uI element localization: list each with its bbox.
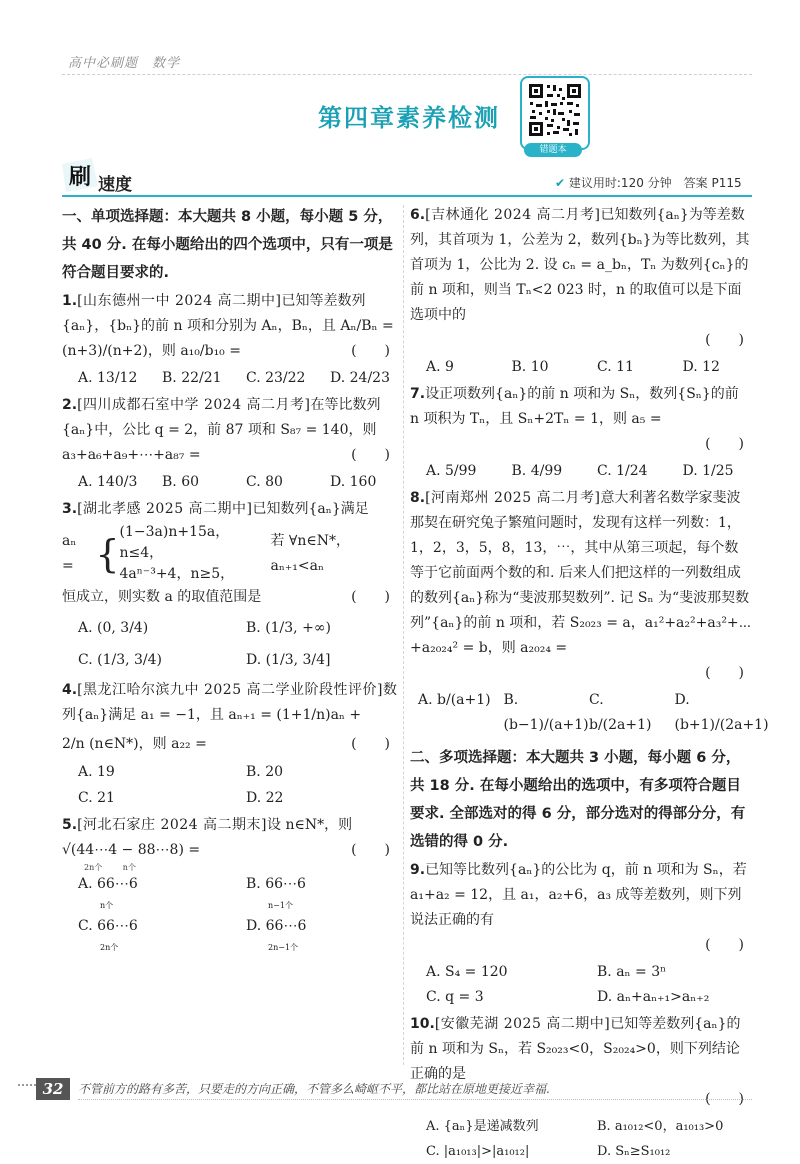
qr-code[interactable]: [520, 76, 590, 150]
q5-text1: 设 n∈N*，则: [267, 817, 353, 833]
qr-code-icon: [527, 82, 583, 138]
q2-option-b: B. 60: [162, 474, 200, 490]
q1-option-c: C. 23/22: [246, 370, 306, 386]
q8-text1: 意大利著名数学家斐波那契在研究兔子繁殖问题时，发现有这样一列数：1，1，2，3，5，8，13，⋯，其中从第三项起，每个数等于它前面两个数的和. 后来人们把这样的一列数组成的数列{aₙ}称为“斐波那契数列”. 记 Sₙ 为“斐波那契数列”{aₙ}的前 n 项和，若 S₂₀₂₃ = a，a₁²+a₂²+a₃²+⋯+a₂₀₂₄² = b，则 a₂₀₂₄ =: [410, 490, 752, 656]
column-divider: [403, 205, 404, 1065]
q8-option-d: D. (b+1)/(2a+1): [674, 692, 769, 733]
q5-option-a: A. 66⋯6 n个: [78, 876, 138, 910]
q5-number: 5.: [62, 817, 78, 833]
q7-option-c: C. 1/24: [597, 463, 648, 479]
check-icon: ✔: [555, 176, 566, 190]
q7-answer-paren: ( ): [705, 436, 744, 452]
q8-answer-paren: ( ): [705, 665, 744, 681]
question-7: [410, 382, 752, 484]
q5-option-b: B. 66⋯6 n−1个: [246, 876, 306, 910]
q5-option-c: C. 66⋯6 2n个: [78, 918, 138, 952]
q7-text1: 设正项数列{aₙ}的前 n 项和为 Sₙ，数列{Sₙ}的前 n 项积为 Tₙ，且 Sₙ+2Tₙ = 1，则 a₅ =: [410, 386, 739, 427]
q3-source: [湖北孝感 2025 高二期中]: [77, 501, 253, 517]
q4-number: 4.: [62, 682, 78, 698]
section-badge: [62, 158, 98, 192]
q2-option-d: D. 160: [330, 474, 377, 490]
qr-caption: 错题本: [524, 143, 582, 157]
q3-number: 3.: [62, 501, 78, 517]
q7-option-a: A. 5/99: [426, 463, 477, 479]
q10-option-c: C. |a₁₀₁₃|>|a₁₀₁₂|: [426, 1144, 530, 1159]
q3-answer-paren: ( ): [351, 589, 390, 605]
chapter-title: 第四章素养检测: [318, 104, 500, 132]
q9-option-d: D. aₙ+aₙ₊₁>aₙ₊₂: [597, 989, 710, 1005]
q4-text2: 2/n (n∈N*)，则 a₂₂ =: [62, 736, 207, 752]
q3-text3: 恒成立，则实数 a 的取值范围是: [62, 589, 262, 605]
footer-decoration: [18, 1084, 36, 1094]
left-column: [62, 203, 398, 958]
book-label: 高中必刷题 数学: [68, 56, 181, 71]
part1-heading: 一、单项选择题：本大题共 8 小题，每小题 5 分，共 40 分. 在每小题给出的四个选项中，只有一项是符合题目要求的.: [62, 209, 393, 281]
question-5: [62, 813, 398, 958]
q6-option-d: D. 12: [682, 359, 720, 375]
q3-option-b: B. (1/3, +∞): [246, 620, 331, 636]
q3-option-d: D. (1/3, 3/4]: [246, 652, 331, 668]
q5-under-1: 2n个: [84, 863, 103, 872]
section-title: 速度: [98, 175, 132, 195]
section-rule: [62, 195, 752, 197]
part2-heading: 二、多项选择题：本大题共 3 小题，每小题 6 分，共 18 分. 在每小题给出的选项中，有多项符合题目要求. 全部选对的得 6 分，部分选对的得部分分，有选错的得 0 分.: [410, 750, 746, 850]
header-divider: [62, 74, 752, 76]
footer-motto: 不管前方的路有多苦，只要走的方向正确，不管多么崎岖不平，都比站在原地更接近幸福.: [78, 1082, 550, 1096]
q8-source: [河南郑州 2025 高二月考]: [425, 490, 601, 506]
q7-option-d: D. 1/25: [682, 463, 734, 479]
q9-option-b: B. aₙ = 3ⁿ: [597, 964, 667, 980]
q2-option-c: C. 80: [246, 474, 283, 490]
q8-option-b: B. (b−1)/(a+1): [503, 692, 589, 733]
q5-text2: √(44⋯4 − 88⋯8) =: [62, 842, 201, 858]
page-number: 32: [36, 1078, 70, 1100]
q5-source: [河北石家庄 2024 高二期末]: [77, 817, 268, 833]
q1-option-d: D. 24/23: [330, 370, 390, 386]
right-column: [410, 203, 769, 1164]
q6-text1: 已知数列{aₙ}为等差数列，其首项为 1，公差为 2，数列{bₙ}为等比数列，其首项为 1，公比为 2. 设 cₙ = a_bₙ，Tₙ 为数列{cₙ}的前 n 项和，则当 Tₙ<2 023 时，n 的取值可以是下面选项中的: [410, 207, 750, 323]
q3-option-c: C. (1/3, 3/4): [78, 652, 162, 668]
q10-number: 10.: [410, 1016, 435, 1032]
question-8: [410, 486, 769, 738]
q2-text1: 在等比数列{aₙ}中，公比 q = 2，前 87 项和 S₈₇ = 140，则: [62, 397, 381, 438]
q5-option-d: D. 66⋯6 2n−1个: [246, 918, 307, 952]
q8-option-c: C. b/(2a+1): [589, 692, 652, 733]
q2-source: [四川成都石室中学 2024 高二月考]: [77, 397, 311, 413]
q4-source: [黑龙江哈尔滨九中 2025 高二学业阶段性评价]: [77, 682, 384, 698]
question-4: [62, 678, 398, 811]
q1-option-a: A. 13/12: [78, 370, 138, 386]
question-6: [410, 203, 752, 380]
q1-text1: 已知等差数列{aₙ}，{bₙ}的前 n 项和分别为 Aₙ，Bₙ，且 Aₙ/Bₙ =: [62, 293, 394, 334]
q3-option-a: A. (0, 3/4): [78, 620, 149, 636]
question-2: [62, 393, 398, 495]
question-3: 3.[湖北孝感 2025 高二期中]已知数列{aₙ}满足 aₙ = { (1−3a)n+15a，n≤4， 4aⁿ⁻³+4，n≥5， 若 ∀n∈N*，aₙ₊₁<aₙ 恒成立，则实数 a 的取值范围是 ( ) A. (0, 3/4) B. (1/3, +∞) C. (1/3, 3/4) D. (1/3, 3/4]: [62, 497, 398, 676]
q6-number: 6.: [410, 207, 426, 223]
q1-source: [山东德州一中 2024 高二期中]: [77, 293, 282, 309]
q2-option-a: A. 140/3: [78, 474, 138, 490]
q6-option-c: C. 11: [597, 359, 634, 375]
q4-option-b: B. 20: [246, 764, 284, 780]
q1-answer-paren: ( ): [351, 343, 390, 359]
q9-text1: 已知等比数列{aₙ}的公比为 q，前 n 项和为 Sₙ，若 a₁+a₂ = 12，且 a₁，a₂+6，a₃ 成等差数列，则下列说法正确的有: [410, 862, 747, 928]
q6-option-b: B. 10: [511, 359, 549, 375]
q3-case1: (1−3a)n+15a，n≤4，: [119, 524, 230, 561]
q4-option-a: A. 19: [78, 764, 115, 780]
q5-under-2: n个: [122, 863, 136, 872]
question-1: [62, 289, 398, 391]
q4-option-c: C. 21: [78, 790, 115, 806]
q8-option-a: A. b/(a+1): [418, 692, 491, 708]
q9-option-a: A. S₄ = 120: [426, 964, 508, 980]
q2-number: 2.: [62, 397, 78, 413]
q3-text1: 已知数列{aₙ}满足: [252, 501, 369, 517]
time-info: [555, 174, 742, 191]
q6-source: [吉林通化 2024 高二月考]: [425, 207, 601, 223]
q9-option-c: C. q = 3: [426, 989, 484, 1005]
q1-number: 1.: [62, 293, 78, 309]
q2-text2: a₃+a₆+a₉+⋯+a₈₇ =: [62, 447, 201, 463]
q1-text2: (n+3)/(n+2)，则 a₁₀/b₁₀ =: [62, 343, 241, 359]
question-9: [410, 858, 752, 1010]
q4-option-d: D. 22: [246, 790, 284, 806]
q3-case2: 4aⁿ⁻³+4，n≥5，: [119, 566, 235, 582]
q7-option-b: B. 4/99: [511, 463, 563, 479]
q6-option-a: A. 9: [426, 359, 454, 375]
q7-number: 7.: [410, 386, 426, 402]
q8-number: 8.: [410, 490, 426, 506]
q3-text2: 若 ∀n∈N*，aₙ₊₁<aₙ: [270, 532, 351, 574]
q4-answer-paren: ( ): [351, 736, 390, 752]
left-brace-icon: {: [95, 531, 120, 576]
q10-option-d: D. Sₙ≥S₁₀₁₂: [597, 1144, 671, 1159]
q10-answer-paren: ( ): [705, 1091, 744, 1107]
q5-answer-paren: ( ): [351, 842, 390, 858]
q10-source: [安徽芜湖 2025 高二期中]: [434, 1016, 611, 1032]
footer-divider: [78, 1099, 752, 1101]
q10-text1: 已知等差数列{aₙ}的前 n 项和为 Sₙ，若 S₂₀₂₃<0，S₂₀₂₄>0，则下列结论正确的是: [410, 1016, 741, 1082]
time-text: 建议用时:120 分钟 答案 P115: [568, 176, 742, 190]
q2-answer-paren: ( ): [351, 447, 390, 463]
q6-answer-paren: ( ): [705, 332, 744, 348]
q9-answer-paren: ( ): [705, 937, 744, 953]
q10-option-b: B. a₁₀₁₂<0，a₁₀₁₃>0: [597, 1119, 724, 1134]
section-badge-text: 刷: [68, 165, 92, 190]
q1-option-b: B. 22/21: [162, 370, 222, 386]
q9-number: 9.: [410, 862, 426, 878]
q4-text1: 数列{aₙ}满足 a₁ = −1，且 aₙ₊₁ = (1+1/n)aₙ +: [62, 682, 398, 723]
q10-option-a: A. {aₙ}是递减数列: [426, 1119, 539, 1134]
